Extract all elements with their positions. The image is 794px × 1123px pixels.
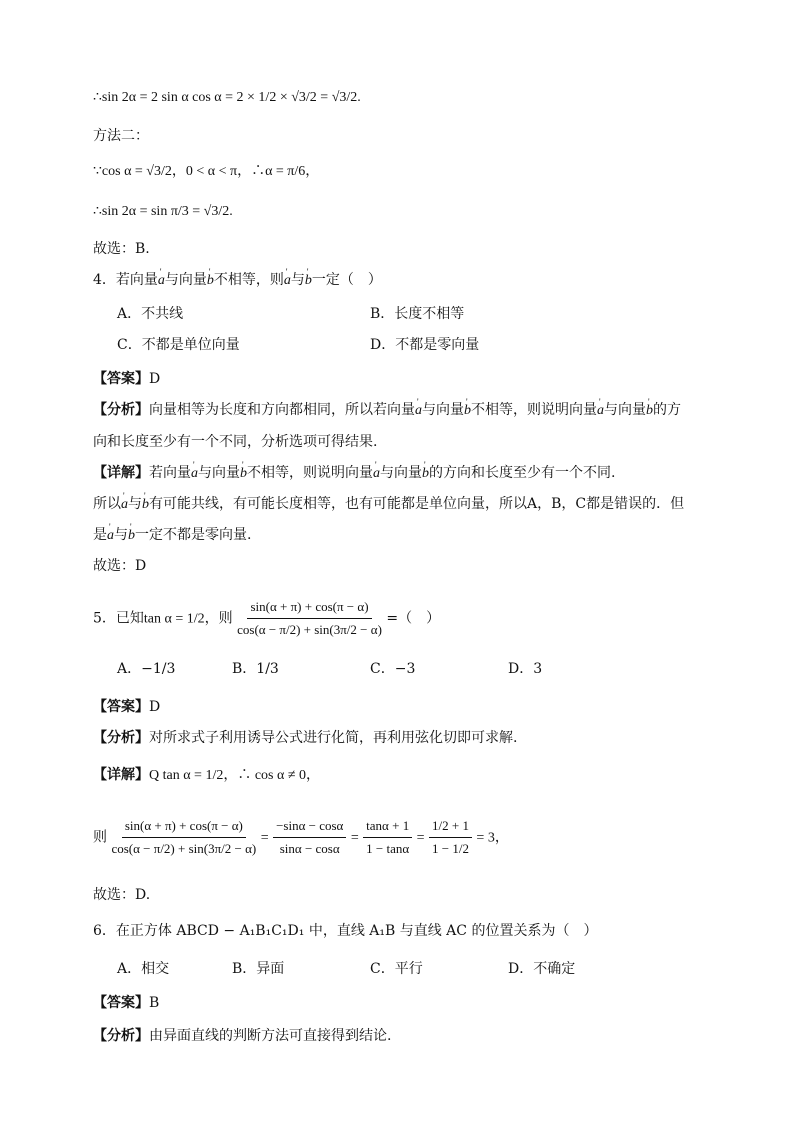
- solution-line-3: [93, 162, 319, 181]
- choose-b: 故选：B.: [93, 241, 150, 257]
- q6-stem: 6．在正方体 ABCD − A₁B₁C₁D₁ 中，直线 A₁B 与直线 AC 的位置关系为（ ）: [93, 923, 598, 939]
- vector-a: ' a: [158, 272, 165, 290]
- q4-analysis-line-1: 【分析】向量相等为长度和方向都相同，所以若向量' a与向量' b不相等，则说明向量' a与向量' b的方: [93, 401, 681, 420]
- vector-b: ' b: [207, 272, 214, 290]
- q5-choose: 故选：D.: [93, 887, 151, 903]
- q5-stem: 5．已知tan α = 1/2，则 $\frac{\sin(\alpha + \pi) + \cos(\pi - \alpha)}{\cos(\alpha - \pi/2) + \sin(3\pi/2 - \alpha)}$ =（ ）: [93, 596, 440, 641]
- q4-analysis-line-2: 向和长度至少有一个不同，分析选项可得结果.: [93, 434, 378, 450]
- q5-detail-line-2: 则 $\frac{\sin(\alpha + \pi) + \cos(\pi - \alpha)}{\cos(\alpha - \pi/2) + \sin(3\pi/2 - \alpha)}$ = $\frac{-\sin\alpha - \cos\alpha}{\sin\alpha - \cos\alpha}$ = $\frac{\tan\alpha + 1}{1 - \tan\alpha}$ = $\frac{1/2 + 1}{1 - 1/2}$ = 3，: [93, 815, 509, 860]
- q4-stem: 4．若向量' a与向量' b不相等，则' a与' b一定（ ）: [93, 271, 382, 290]
- q5-expression: $\frac{\sin(\alpha + \pi) + \cos(\pi - \alpha)}{\cos(\alpha - \pi/2) + \sin(3\pi/2 - \alpha)}$: [237, 596, 382, 641]
- q4-detail-line-1: 【详解】若向量' a与向量' b不相等，则说明向量' a与向量' b的方向和长度至少有一个不同.: [93, 464, 615, 483]
- formula-sin2a: ∴sin 2α = 2 sin α cos α = 2 × 1/2 × √3/2 = √3/2.: [93, 90, 361, 105]
- q4-choose: 故选：D: [93, 558, 147, 574]
- q6-option-a: A．相交: [117, 961, 170, 977]
- q4-option-a: A．不共线: [117, 306, 184, 322]
- q5-detail-line-1: 【详解】Q tan α = 1/2，∴ cos α ≠ 0，: [93, 767, 321, 783]
- q4-detail-line-3: 是' a与' b一定不都是零向量.: [93, 526, 251, 545]
- q6-option-c: C．平行: [370, 961, 423, 977]
- formula-tan-half: tan α = 1/2: [143, 611, 205, 627]
- q5-answer: 【答案】D: [93, 699, 161, 715]
- q6-option-d: D．不确定: [508, 961, 576, 977]
- q6-analysis: 【分析】由异面直线的判断方法可直接得到结论.: [93, 1028, 392, 1044]
- q5-option-c: C．−3: [370, 661, 416, 677]
- q5-option-b: B．1/3: [232, 661, 279, 677]
- q4-option-b: B．长度不相等: [370, 306, 465, 322]
- q5-analysis: 【分析】对所求式子利用诱导公式进行化简，再利用弦化切即可求解.: [93, 730, 518, 746]
- q5-option-a: A．−1/3: [117, 661, 176, 677]
- q6-option-b: B．异面: [232, 961, 285, 977]
- solution-line-1: [93, 88, 361, 107]
- formula-cos-alpha: ∵cos α = √3/2，0 < α < π，∴α = π/6，: [93, 164, 320, 179]
- q4-option-c: C．不都是单位向量: [117, 337, 240, 353]
- solution-line-4: [93, 202, 233, 221]
- method-two-label: 方法二：: [93, 128, 149, 144]
- q6-answer: 【答案】B: [93, 995, 160, 1011]
- q4-answer: 【答案】D: [93, 371, 161, 387]
- q4-detail-line-2: 所以' a与' b有可能共线，有可能长度相等，也有可能都是单位向量，所以A，B，C都是错误的．但: [93, 495, 684, 514]
- q5-option-d: D．3: [508, 661, 543, 677]
- formula-sin2a-pi3: ∴sin 2α = sin π/3 = √3/2.: [93, 204, 233, 219]
- q4-option-d: D．不都是零向量: [370, 337, 480, 353]
